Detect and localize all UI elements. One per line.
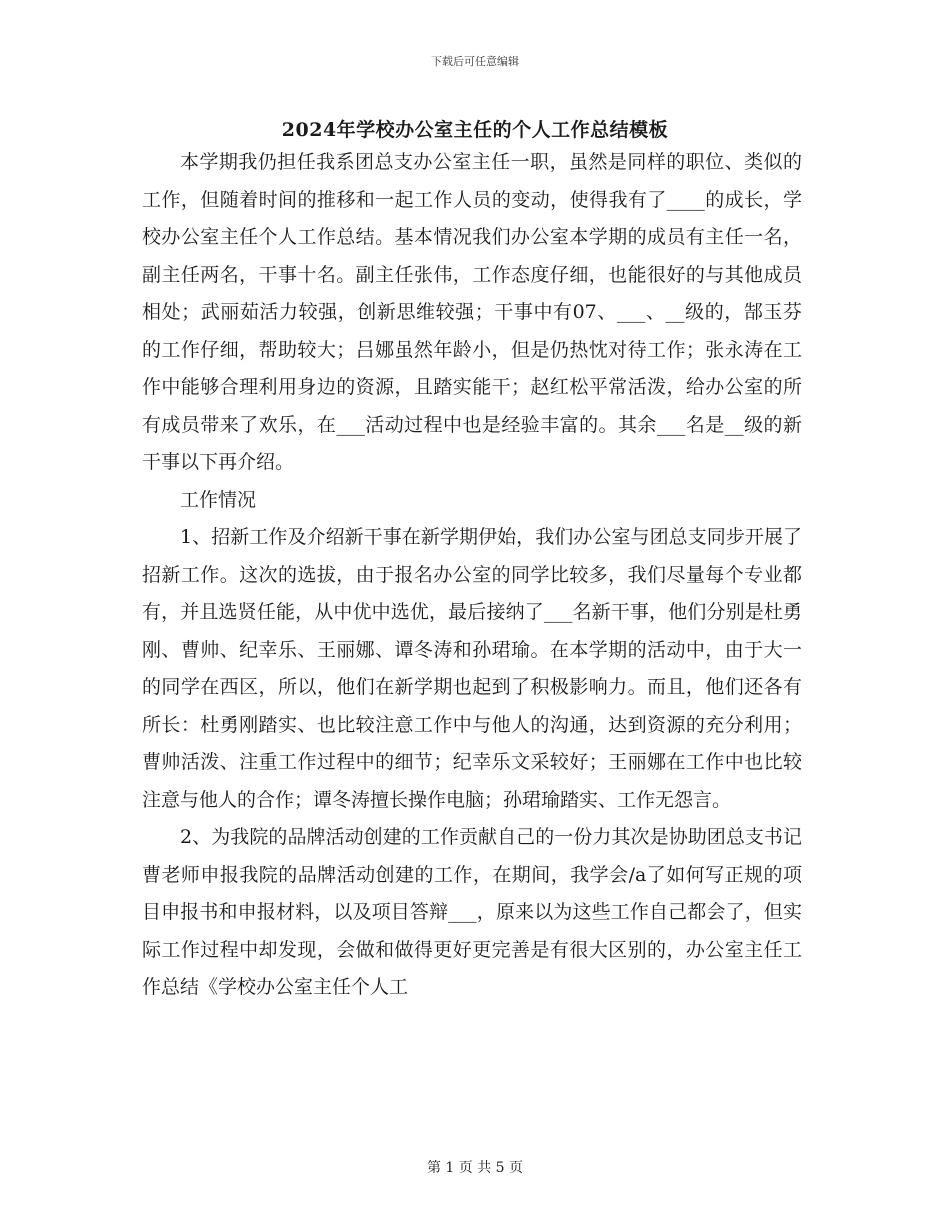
paragraph-section-heading: 工作情况 [180, 488, 257, 511]
page-footer: 第 1 页 共 5 页 [426, 1160, 524, 1176]
document-title: 2024年学校办公室主任的个人工作总结模板 [281, 119, 669, 141]
paragraph-recruitment: 1、招新工作及介绍新干事在新学期伊始，我们办公室与团总支同步开展了招新工作。这次的选拔，由于报名办公室的同学比较多，我们尽量每个专业都有，并且选贤任能，从中优中选优，最后接纳了___名新干事，他们分别是杜勇刚、曹帅、纪幸乐、王丽娜、谭冬涛和孙珺瑜。在本学期的活动中，由于大一的同学在西区，所以，他们在新学期也起到了积极影响力。而且，他们还各有所长：杜勇刚踏实、也比较注意工作中与他人的沟通，达到资源的充分利用；曹帅活泼、注重工作过程中的细节；纪幸乐文采较好；王丽娜在工作中也比较注意与他人的合作；谭冬涛擅长操作电脑；孙珺瑜踏实、工作无怨言。 [142, 526, 802, 811]
header-note: 下载后可任意编辑 [431, 55, 519, 68]
paragraph-intro: 本学期我仍担任我系团总支办公室主任一职，虽然是同样的职位、类似的工作，但随着时间的推移和一起工作人员的变动，使得我有了____的成长，学校办公室主任个人工作总结。基本情况我们办公室本学期的成员有主任一名，副主任两名，干事十名。副主任张伟，工作态度仔细，也能很好的与其他成员相处；武丽茹活力较强，创新思维较强；干事中有07、___、__级的，郜玉芬的工作仔细，帮助较大；吕娜虽然年龄小，但是仍热忱对待工作；张永涛在工作中能够合理利用身边的资源，且踏实能干；赵红松平常活泼，给办公室的所有成员带来了欢乐，在___活动过程中也是经验丰富的。其余___名是__级的新干事以下再介绍。 [142, 151, 802, 473]
paragraph-brand-activity: 2、为我院的品牌活动创建的工作贡献自己的一份力其次是协助团总支书记曹老师申报我院的品牌活动创建的工作，在期间，我学会/a了如何写正规的项目申报书和申报材料，以及项目答辩___，原来以为这些工作自己都会了，但实际工作过程中却发现，会做和做得更好更完善是有很大区别的，办公室主任工作总结《学校办公室主任个人工 [142, 826, 802, 998]
document-body [142, 144, 802, 1007]
